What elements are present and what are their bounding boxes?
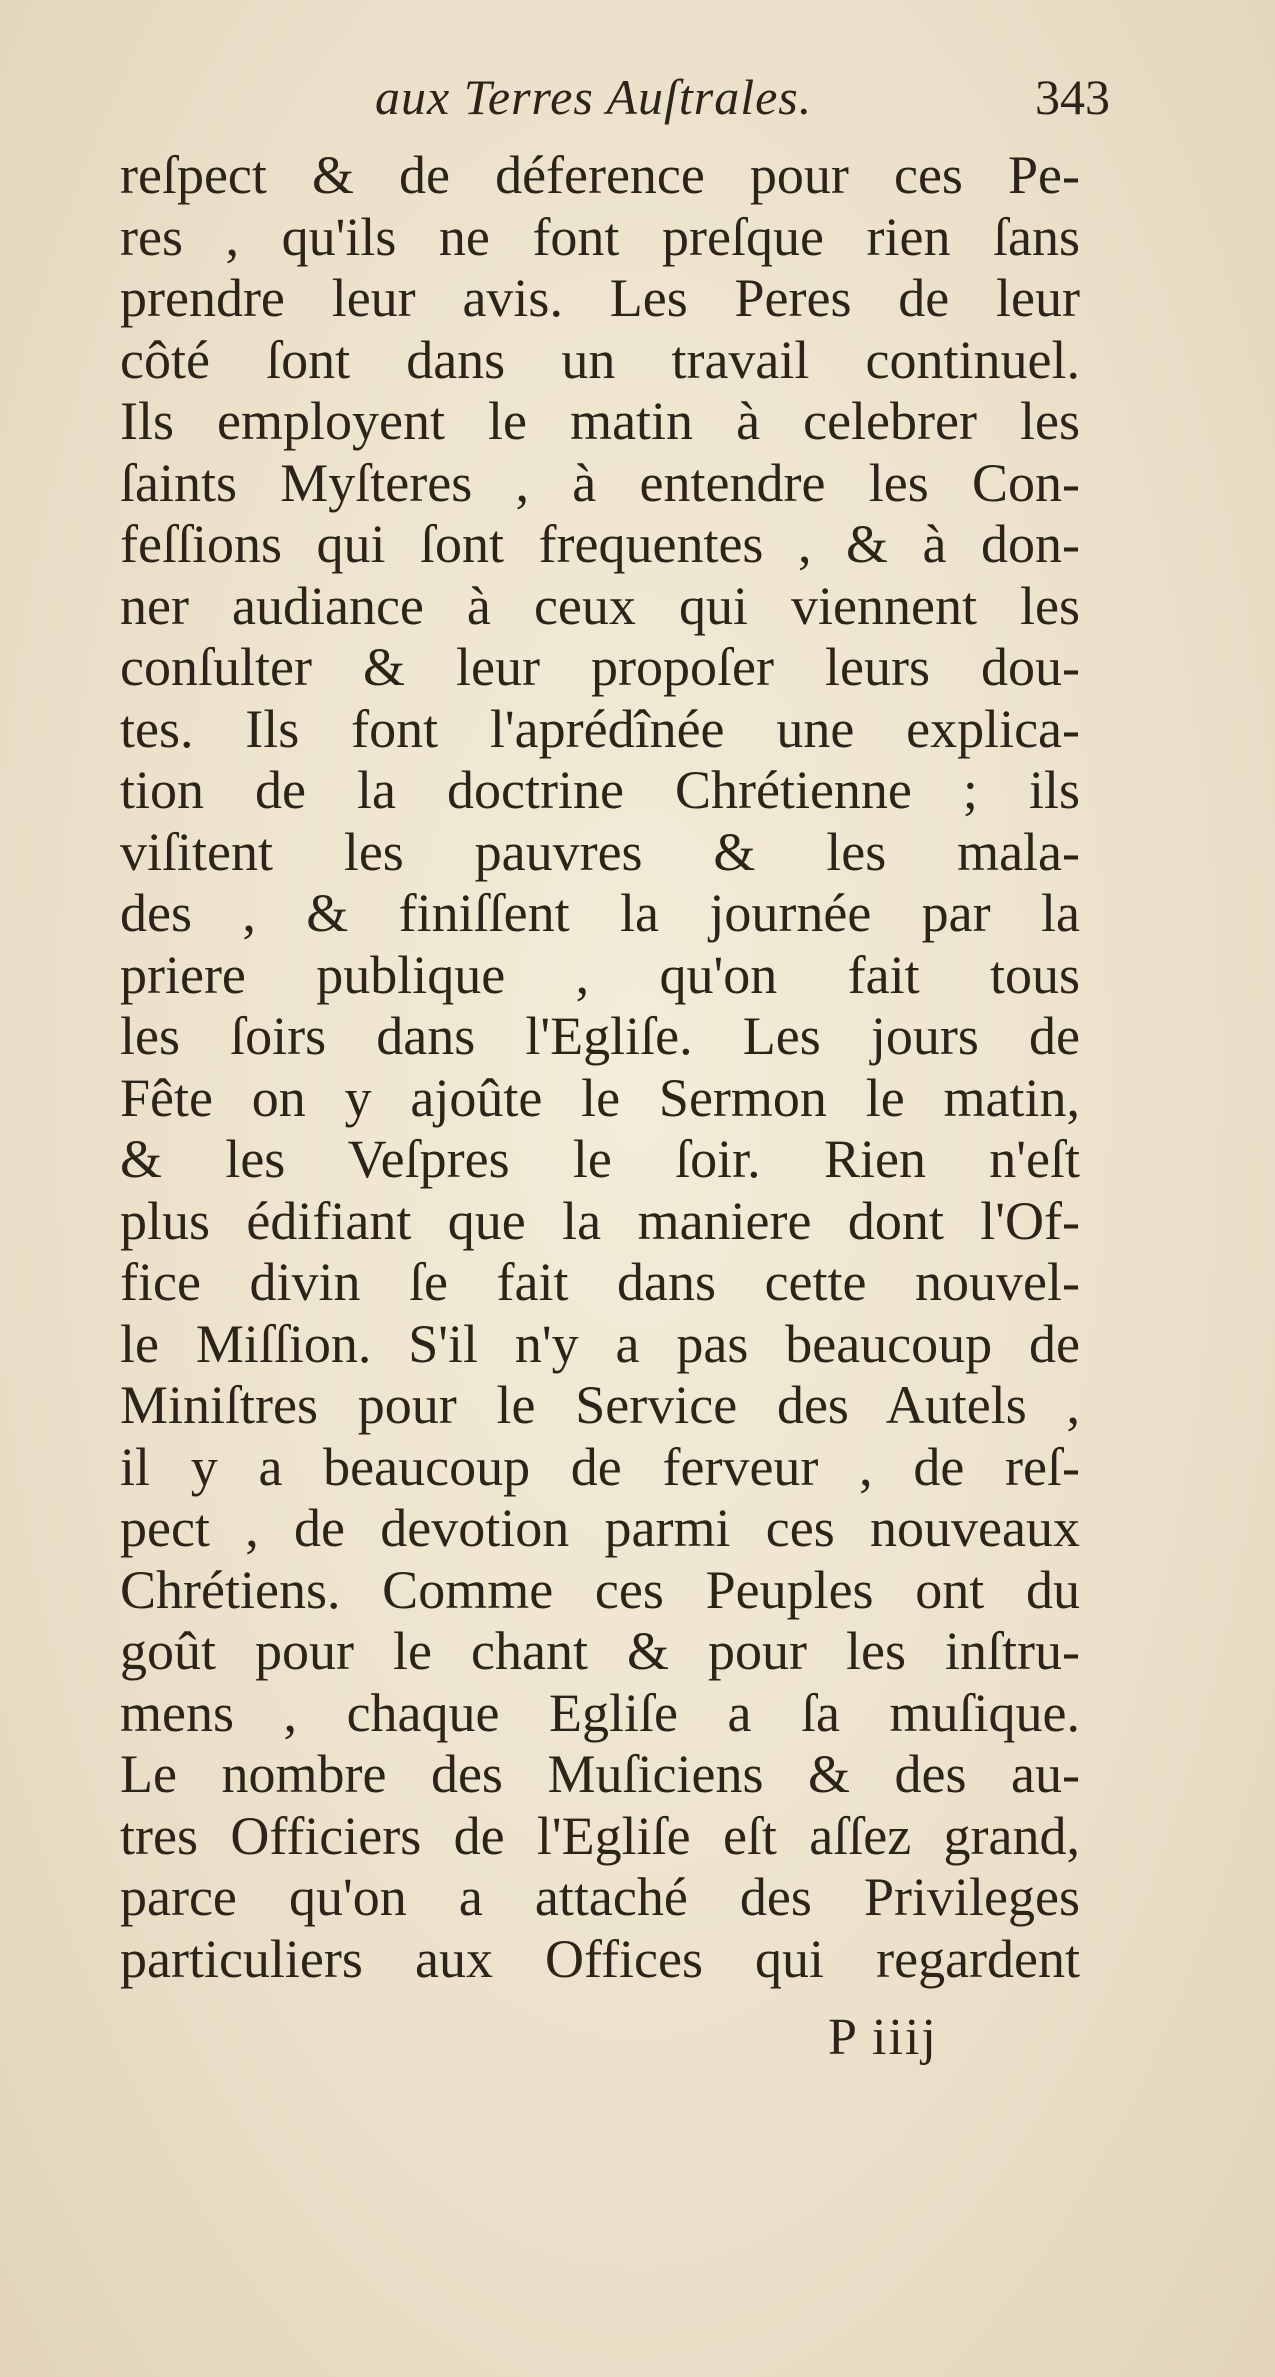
text-line: le Miſſion. S'il n'y a pas beaucoup de	[120, 1313, 1080, 1374]
text-line: des , & finiſſent la journée par la	[120, 883, 1080, 943]
text-line: mens , chaque Egliſe a ſa muſique.	[120, 1682, 1080, 1743]
text-line: côté ſont dans un travail continuel.	[120, 329, 1080, 390]
running-title: aux Terres Auſtrales.	[375, 69, 813, 125]
text-line: priere publique , qu'on fait tous	[120, 944, 1080, 1005]
text-line: feſſions qui ſont frequentes , & à don-	[120, 514, 1080, 574]
text-line: ner audiance à ceux qui viennent les	[120, 575, 1080, 636]
text-line: Le nombre des Muſiciens & des au-	[120, 1744, 1080, 1804]
text-line: Miniſtres pour le Service des Autels ,	[120, 1375, 1080, 1435]
text-line: Ils employent le matin à celebrer les	[120, 391, 1080, 451]
text-line: il y a beaucoup de ferveur , de reſ-	[120, 1436, 1080, 1497]
page-number: 343	[1035, 69, 1110, 125]
text-line: fice divin ſe fait dans cette nouvel-	[120, 1252, 1080, 1312]
text-line: parce qu'on a attaché des Privileges	[120, 1867, 1080, 1927]
text-line: & les Veſpres le ſoir. Rien n'eſt	[120, 1129, 1080, 1189]
signature-mark: P iiij	[828, 2009, 938, 2066]
text-line: reſpect & de déference pour ces Pe-	[120, 145, 1080, 205]
text-line: Chrétiens. Comme ces Peuples ont du	[120, 1559, 1080, 1620]
text-line: tres Officiers de l'Egliſe eſt aſſez grand,	[120, 1805, 1080, 1866]
text-line: les ſoirs dans l'Egliſe. Les jours de	[120, 1006, 1080, 1066]
text-line: plus édifiant que la maniere dont l'Of-	[120, 1190, 1080, 1251]
text-line: particuliers aux Offices qui regardent	[120, 1928, 1080, 1989]
text-line: pect , de devotion parmi ces nouveaux	[120, 1498, 1080, 1558]
text-line: tes. Ils font l'aprédînée une explica-	[120, 698, 1080, 759]
text-line: prendre leur avis. Les Peres de leur	[120, 268, 1080, 328]
text-line: ſaints Myſteres , à entendre les Con-	[120, 452, 1080, 513]
text-line: conſulter & leur propoſer leurs dou-	[120, 637, 1080, 697]
text-line: viſitent les pauvres & les mala-	[120, 821, 1080, 882]
body-text	[120, 145, 1080, 1990]
page-header	[120, 68, 1230, 138]
text-line: tion de la doctrine Chrétienne ; ils	[120, 760, 1080, 820]
text-line: Fête on y ajoûte le Sermon le matin,	[120, 1067, 1080, 1128]
text-line: goût pour le chant & pour les inſtru-	[120, 1621, 1080, 1681]
text-line: res , qu'ils ne font preſque rien ſans	[120, 206, 1080, 267]
